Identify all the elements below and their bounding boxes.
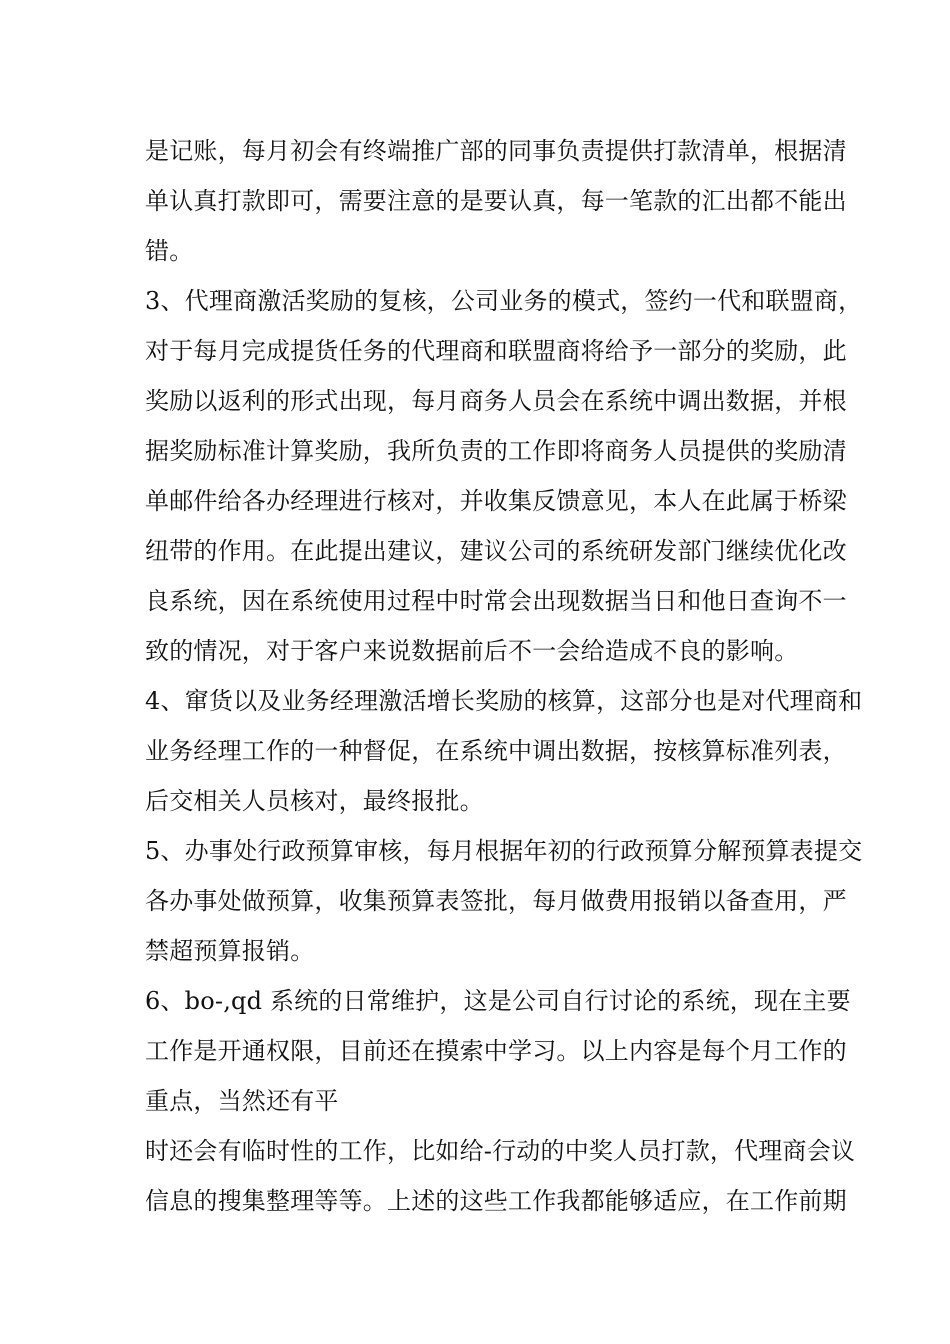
text-line: 工作是开通权限，目前还在摸索中学习。以上内容是每个月工作的 xyxy=(145,1037,847,1065)
text-line: 信息的搜集整理等等。上述的这些工作我都能够适应，在工作前期 xyxy=(145,1187,847,1215)
text-line: 纽带的作用。在此提出建议，建议公司的系统研发部门继续优化改 xyxy=(145,537,847,565)
text-line: 后交相关人员核对，最终报批。 xyxy=(145,787,484,815)
text-line: 各办事处做预算，收集预算表签批，每月做费用报销以备查用，严 xyxy=(145,887,847,915)
text-line: 单认真打款即可，需要注意的是要认真，每一笔款的汇出都不能出 xyxy=(145,187,847,215)
text-line: 对于每月完成提货任务的代理商和联盟商将给予一部分的奖励，此 xyxy=(145,337,847,365)
text-line: 3、代理商激活奖励的复核，公司业务的模式，签约一代和联盟商， xyxy=(145,287,863,315)
text-line: 重点，当然还有平 xyxy=(145,1087,339,1115)
text-line: 业务经理工作的一种督促，在系统中调出数据，按核算标准列表， xyxy=(145,737,847,765)
text-line: 4、窜货以及业务经理激活增长奖励的核算，这部分也是对代理商和 xyxy=(145,687,863,715)
text-line: 良系统，因在系统使用过程中时常会出现数据当日和他日查询不一 xyxy=(145,587,847,615)
text-line: 5、办事处行政预算审核，每月根据年初的行政预算分解预算表提交 xyxy=(145,837,863,865)
text-line: 禁超预算报销。 xyxy=(145,937,315,965)
text-line: 奖励以返利的形式出现，每月商务人员会在系统中调出数据，并根 xyxy=(145,387,847,415)
text-line: 时还会有临时性的工作，比如给-行动的中奖人员打款，代理商会议 xyxy=(145,1137,856,1165)
text-line: 单邮件给各办经理进行核对，并收集反馈意见，本人在此属于桥梁 xyxy=(145,487,847,515)
text-line: 据奖励标准计算奖励，我所负责的工作即将商务人员提供的奖励清 xyxy=(145,437,847,465)
text-line: 6、bo-,qd 系统的日常维护，这是公司自行讨论的系统，现在主要 xyxy=(145,987,851,1015)
text-line: 错。 xyxy=(145,237,194,265)
text-line: 是记账，每月初会有终端推广部的同事负责提供打款清单，根据清 xyxy=(145,137,847,165)
text-line: 致的情况，对于客户来说数据前后不一会给造成不良的影响。 xyxy=(145,637,799,665)
